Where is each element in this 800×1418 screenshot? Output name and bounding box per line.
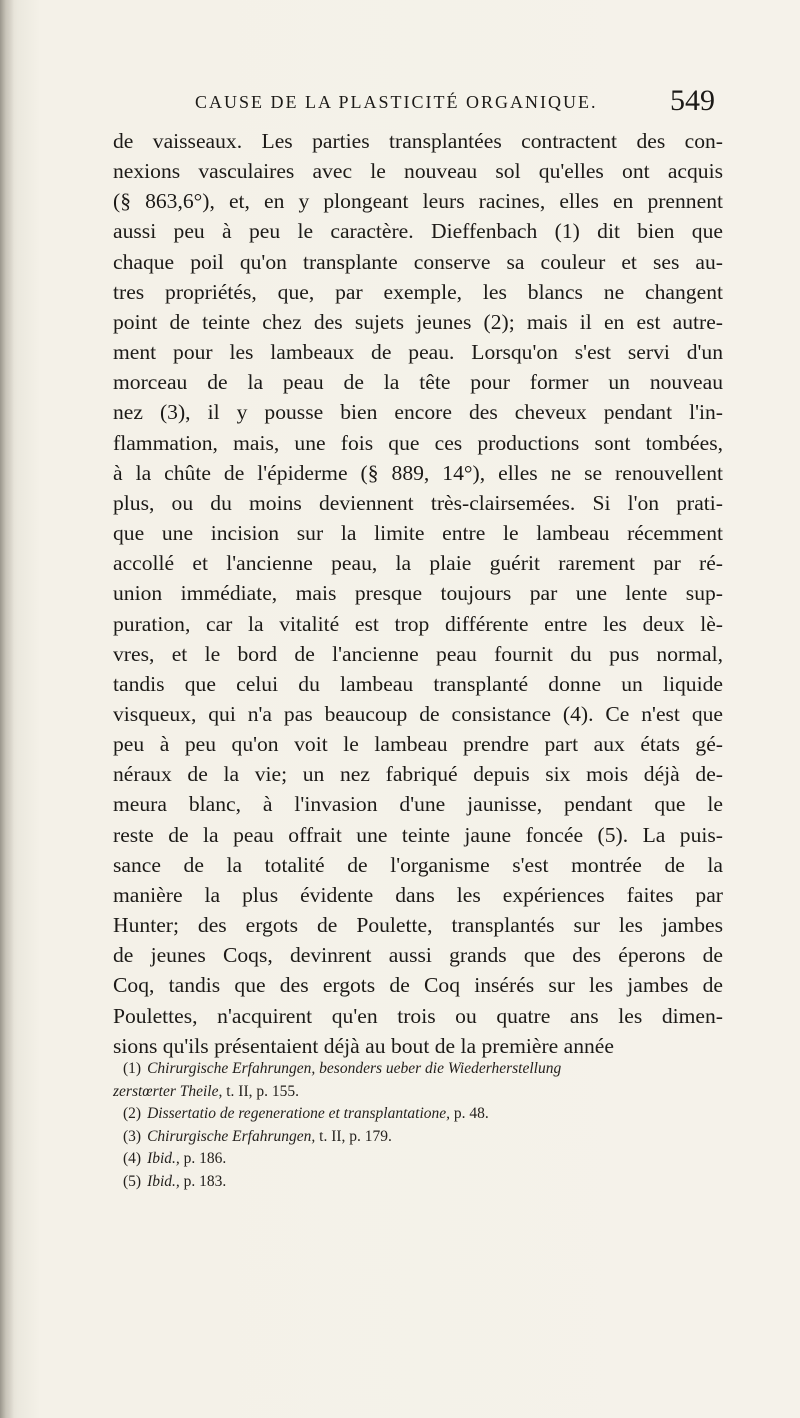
footnote-title: zerstœrter Theile,	[113, 1082, 223, 1100]
footnote-text: p. 186.	[179, 1150, 227, 1167]
text-line: (§ 863,6°), et, en y plongeant leurs racines, elles en prennent	[113, 189, 723, 214]
text-line: reste de la peau offrait une teinte jaune foncée (5). La puis-	[113, 822, 723, 847]
footnote	[113, 1171, 723, 1194]
footnote-number: (2)	[123, 1105, 142, 1122]
text-line: néraux de la vie; un nez fabriqué depuis six mois déjà de-	[113, 762, 723, 787]
text-line: meura blanc, à l'invasion d'une jaunisse, pendant que le	[113, 792, 723, 817]
text-line: que une incision sur la limite entre le lambeau récemment	[113, 521, 723, 546]
text-line: nez (3), il y pousse bien encore des cheveux pendant l'in-	[113, 400, 723, 425]
text-line: chaque poil qu'on transplante conserve sa couleur et ses au-	[113, 249, 723, 274]
text-line: vres, et le bord de l'ancienne peau fournit du pus normal,	[113, 641, 723, 666]
text-line: sance de la totalité de l'organisme s'est montrée de la	[113, 852, 723, 877]
footnote-number: (5)	[123, 1172, 142, 1190]
footnote	[113, 1058, 723, 1081]
text-line: peu à peu qu'on voit le lambeau prendre part aux états gé-	[113, 732, 723, 757]
running-head: CAUSE DE LA PLASTICITÉ ORGANIQUE.	[195, 92, 598, 112]
footnote	[113, 1148, 723, 1171]
text-line: de vaisseaux. Les parties transplantées contractent des con-	[113, 129, 723, 153]
footnote-title: Dissertatio de regeneratione et transplantatione,	[147, 1105, 451, 1122]
text-line: point de teinte chez des sujets jeunes (2); mais il en est autre-	[113, 309, 723, 334]
footnote-number: (3)	[123, 1127, 142, 1145]
page-header	[195, 84, 715, 124]
binding-gutter	[0, 0, 14, 1418]
text-line: flammation, mais, une fois que ces productions sont tombées,	[113, 430, 723, 455]
footnote-text: p. 48.	[450, 1105, 489, 1122]
footnote-title: Ibid.,	[147, 1150, 180, 1167]
text-line: ment pour les lambeaux de peau. Lorsqu'on s'est servi d'un	[113, 340, 723, 365]
text-line: sions qu'ils présentaient déjà au bout de la première année	[113, 1033, 614, 1058]
text-line: Hunter; des ergots de Poulette, transplantés sur les jambes	[113, 913, 723, 938]
text-line: morceau de la peau de la tête pour former un nouveau	[113, 370, 723, 395]
footnote-title: Chirurgische Erfahrungen,	[147, 1127, 316, 1145]
footnote	[113, 1126, 723, 1149]
footnote-title: Chirurgische Erfahrungen, besonders ueber die Wiederherstellung	[147, 1060, 562, 1077]
text-line: Poulettes, n'acquirent qu'en trois ou quatre ans les dimen-	[113, 1003, 723, 1028]
text-line: Coq, tandis que des ergots de Coq insérés sur les jambes de	[113, 973, 723, 998]
footnote-text: t. II, p. 155.	[222, 1082, 300, 1100]
text-line: nexions vasculaires avec le nouveau sol qu'elles ont acquis	[113, 159, 723, 184]
text-line: puration, car la vitalité est trop différente entre les deux lè-	[113, 611, 723, 636]
footnote	[113, 1103, 723, 1126]
footnote-text: t. II, p. 179.	[315, 1127, 392, 1145]
footnote-continuation	[113, 1081, 723, 1104]
text-line: de jeunes Coqs, devinrent aussi grands que des éperons de	[113, 943, 723, 968]
footnote-number: (1)	[123, 1060, 142, 1077]
text-line: à la chûte de l'épiderme (§ 889, 14°), elles ne se renouvellent	[113, 460, 723, 485]
text-line: aussi peu à peu le caractère. Dieffenbach (1) dit bien que	[113, 219, 723, 244]
text-line: tres propriétés, que, par exemple, les blancs ne changent	[113, 279, 723, 304]
footnote-number: (4)	[123, 1150, 142, 1167]
page-number: 549	[670, 84, 715, 117]
footnotes	[113, 1058, 723, 1193]
text-line: union immédiate, mais presque toujours par une lente sup-	[113, 581, 723, 606]
text-line: visqueux, qui n'a pas beaucoup de consistance (4). Ce n'est que	[113, 701, 723, 726]
text-line: plus, ou du moins deviennent très-clairsemées. Si l'on prati-	[113, 490, 723, 515]
text-line: accollé et l'ancienne peau, la plaie guérit rarement par ré-	[113, 551, 723, 576]
footnote-title: Ibid.,	[147, 1172, 180, 1190]
body-paragraph	[113, 126, 723, 1061]
footnote-text: p. 183.	[179, 1172, 227, 1190]
text-line: manière la plus évidente dans les expériences faites par	[113, 882, 723, 907]
text-line: tandis que celui du lambeau transplanté donne un liquide	[113, 671, 723, 696]
